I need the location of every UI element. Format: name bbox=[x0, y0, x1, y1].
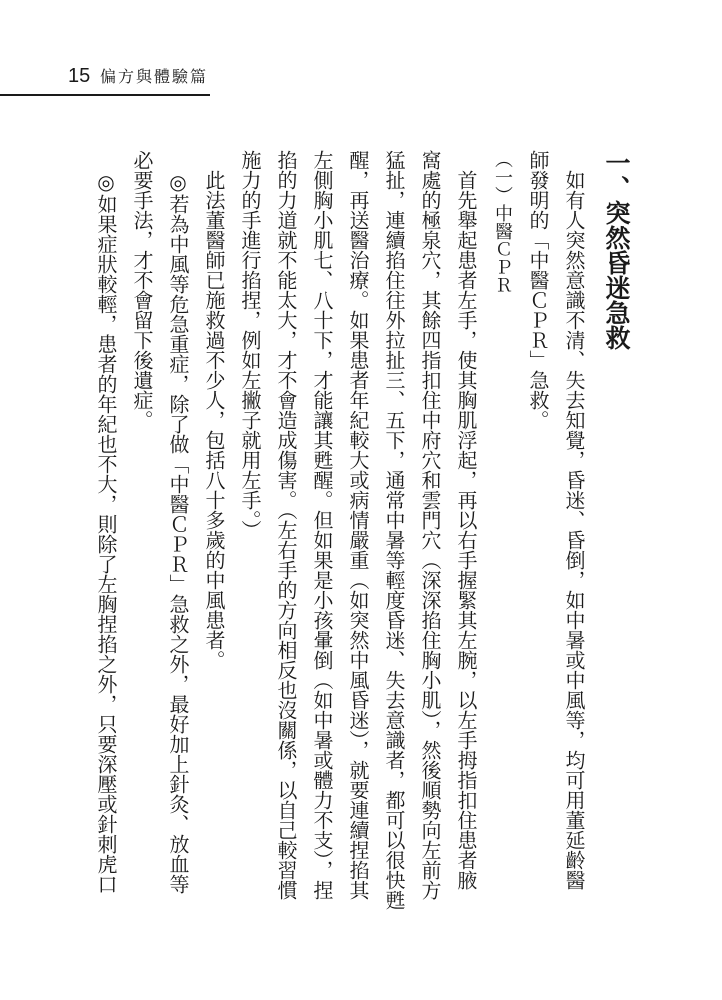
text-column: ◎若為中風等危急重症，除了做「中醫ＣＰＲ」急救之外，最好加上針灸、放血等 bbox=[166, 170, 190, 894]
text-column: ◎如果症狀較輕，患者的年紀也不大，則除了左胸捏掐之外，只要深壓或針刺虎口 bbox=[94, 170, 118, 894]
subsection-heading: （一）中醫ＣＰＲ bbox=[492, 150, 513, 294]
vertical-body-text bbox=[88, 150, 636, 910]
running-title: 偏方與體驗篇 bbox=[100, 67, 209, 86]
page-number: 15 bbox=[68, 65, 91, 87]
text-column: 施力的手進行掐捏，例如左撇子就用左手。） bbox=[238, 150, 262, 540]
page-header bbox=[0, 62, 210, 96]
section-heading: 一、突然昏迷急救 bbox=[602, 150, 631, 350]
text-column: 左側胸小肌七、八十下，才能讓其甦醒。但如果是小孩暈倒（如中暑或體力不支），捏 bbox=[310, 150, 334, 900]
text-column: 師發明的「中醫ＣＰＲ」急救。 bbox=[526, 150, 550, 430]
text-column: 首先舉起患者左手，使其胸肌浮起，再以右手握緊其左腕，以左手拇指扣住患者腋 bbox=[454, 170, 478, 890]
text-column: 如有人突然意識不清、失去知覺，昏迷、昏倒，如中暑或中風等，均可用董延齡醫 bbox=[562, 170, 586, 890]
text-column: 此法董醫師已施救過不少人，包括八十多歲的中風患者。 bbox=[202, 170, 226, 670]
text-column: 窩處的極泉穴，其餘四指扣住中府穴和雲門穴（深深掐住胸小肌），然後順勢向左前方 bbox=[418, 150, 442, 900]
text-column: 醒，再送醫治療。如果患者年紀較大或病情嚴重（如突然中風昏迷），就要連續捏掐其 bbox=[346, 150, 370, 900]
text-column: 猛扯，連續掐住往外拉扯三、五下，通常中暑等輕度昏迷、失去意識者，都可以很快甦 bbox=[382, 150, 406, 910]
text-column: 必要手法，才不會留下後遺症。 bbox=[130, 150, 154, 430]
text-column: 掐的力道就不能太大，才不會造成傷害。（左右手的方向相反也沒關係，以自己較習慣 bbox=[274, 150, 298, 900]
header-rule bbox=[0, 94, 210, 96]
